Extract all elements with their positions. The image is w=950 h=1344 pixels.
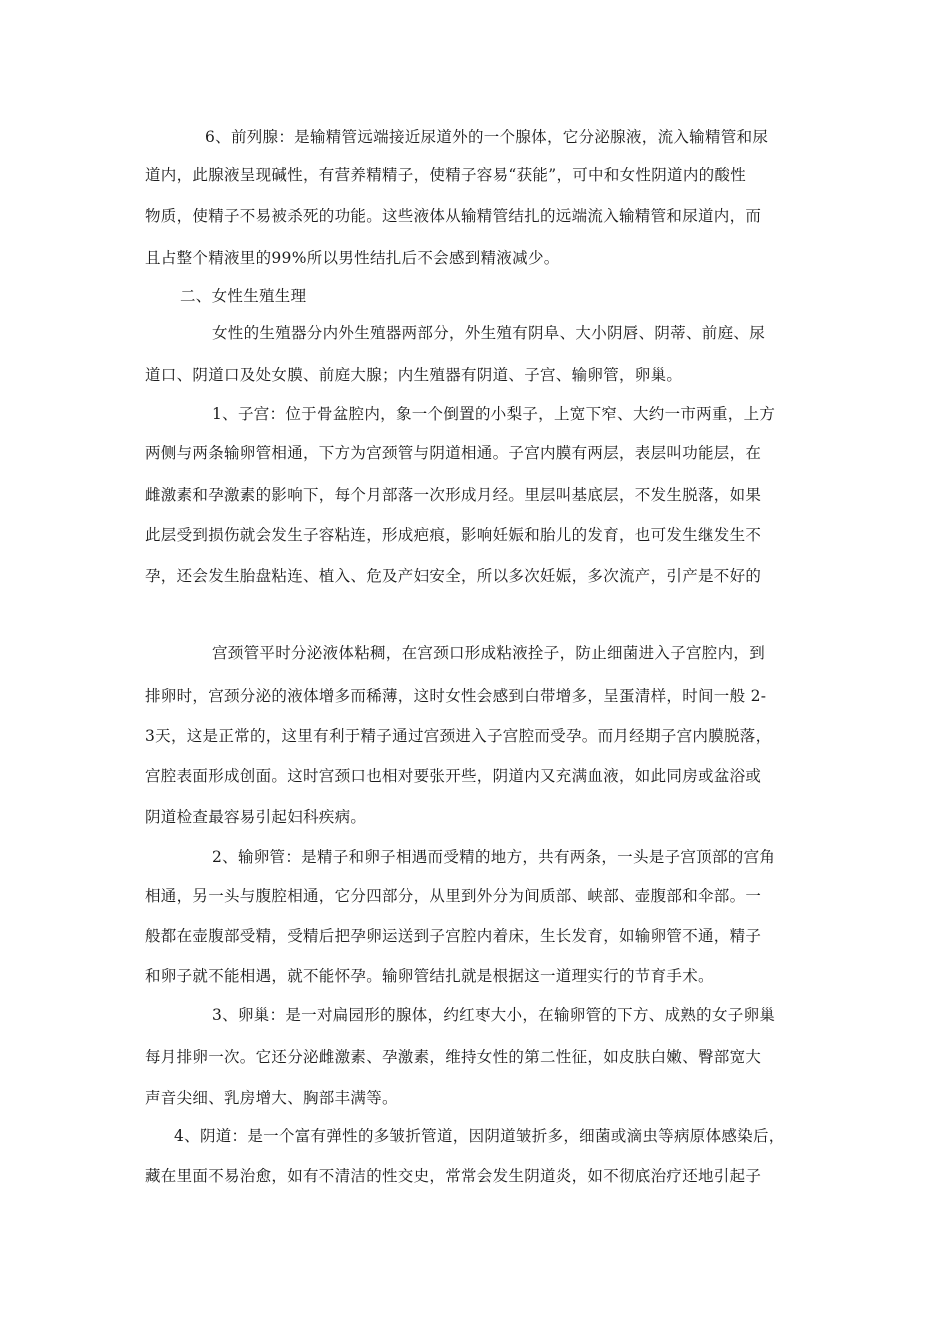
text-line: 两侧与两条输卵管相通，下方为宫颈管与阴道相通。子宫内膜有两层，表层叫功能层，在 [145, 444, 762, 462]
text-line: 且占整个精液里的99%所以男性结扎后不会感到精液减少。 [145, 249, 560, 267]
text-line: 宫颈管平时分泌液体粘稠，在宫颈口形成粘液拴子，防止细菌进入子宫腔内，到 [212, 644, 766, 662]
text-line: 6、前列腺：是输精管远端接近尿道外的一个腺体，它分泌腺液，流入输精管和尿 [205, 128, 769, 146]
text-line: 每月排卵一次。它还分泌雌激素、孕激素，维持女性的第二性征，如皮肤白嫩、臀部宽大 [145, 1048, 762, 1066]
text-line: 和卵子就不能相遇，就不能怀孕。输卵管结扎就是根据这一道理实行的节育手术。 [145, 967, 714, 985]
text-line: 雌激素和孕激素的影响下，每个月部落一次形成月经。里层叫基底层，不发生脱落，如果 [145, 486, 762, 504]
text-line: 孕，还会发生胎盘粘连、植入、危及产妇安全，所以多次妊娠，多次流产，引产是不好的 [145, 567, 762, 585]
section-heading: 二、女性生殖生理 [180, 287, 307, 305]
text-line: 女性的生殖器分内外生殖器两部分，外生殖有阴阜、大小阴唇、阴蒂、前庭、尿 [212, 324, 766, 342]
text-line: 阴道检查最容易引起妇科疾病。 [145, 808, 367, 826]
text-line: 排卵时，宫颈分泌的液体增多而稀薄，这时女性会感到白带增多，呈蛋清样，时间一般 2- [145, 687, 767, 705]
text-line: 此层受到损伤就会发生子容粘连，形成疤痕，影响妊娠和胎儿的发育，也可发生继发生不 [145, 526, 762, 544]
text-line: 声音尖细、乳房增大、胸部丰满等。 [145, 1089, 398, 1107]
text-line: 3、卵巢：是一对扁园形的腺体，约红枣大小，在输卵管的下方、成熟的女子卵巢 [212, 1006, 776, 1024]
text-line: 2、输卵管：是精子和卵子相遇而受精的地方，共有两条，一头是子宫顶部的宫角 [212, 848, 776, 866]
text-line: 3天，这是正常的，这里有利于精子通过宫颈进入子宫腔而受孕。而月经期子宫内膜脱落， [145, 727, 772, 745]
text-line: 道口、阴道口及处女膜、前庭大腺；内生殖器有阴道、子宫、输卵管，卵巢。 [145, 366, 683, 384]
text-line: 4、阴道：是一个富有弹性的多皱折管道，因阴道皱折多，细菌或滴虫等病原体感染后， [174, 1127, 785, 1145]
text-line: 道内，此腺液呈现碱性，有营养精精子，使精子容易“获能”，可中和女性阴道内的酸性 [145, 166, 747, 184]
text-line: 相通，另一头与腹腔相通，它分四部分，从里到外分为间质部、峡部、壶腹部和伞部。一 [145, 887, 762, 905]
text-line: 宫腔表面形成创面。这时宫颈口也相对要张开些，阴道内又充满血液，如此同房或盆浴或 [145, 767, 762, 785]
text-line: 藏在里面不易治愈，如有不清洁的性交史，常常会发生阴道炎，如不彻底治疗还地引起子 [145, 1167, 762, 1185]
text-line: 物质，使精子不易被杀死的功能。这些液体从输精管结扎的远端流入输精管和尿道内，而 [145, 207, 762, 225]
text-line: 般都在壶腹部受精，受精后把孕卵运送到子宫腔内着床，生长发育，如输卵管不通，精子 [145, 927, 762, 945]
text-line: 1、子宫：位于骨盆腔内，象一个倒置的小梨子，上宽下窄、大约一市两重，上方 [212, 405, 776, 423]
